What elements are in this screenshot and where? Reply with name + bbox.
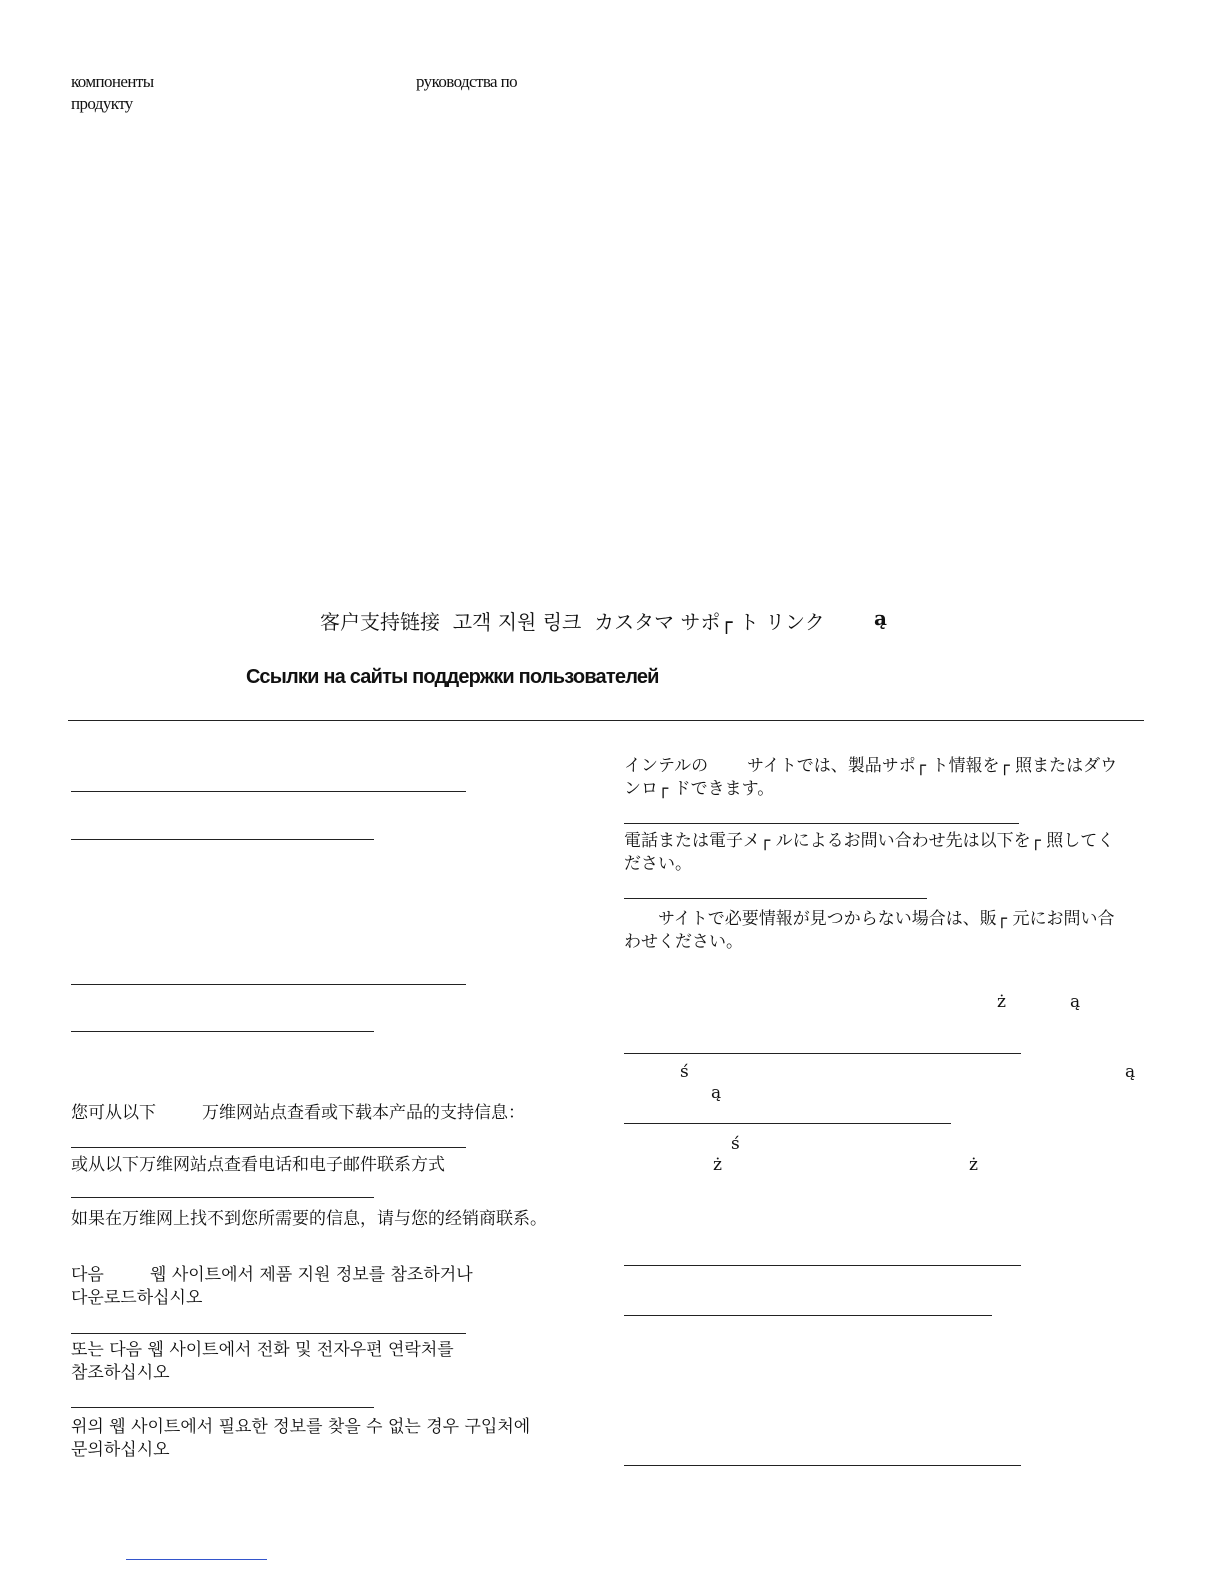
link-line[interactable] <box>624 898 927 899</box>
link-line[interactable] <box>624 823 1019 824</box>
title-russian: Ссылки на сайты поддержки пользователей <box>246 666 659 688</box>
link-line[interactable] <box>71 839 374 840</box>
pl-char: ą <box>1125 1062 1136 1082</box>
link-line[interactable] <box>624 1265 1021 1266</box>
pl-char: ś <box>731 1134 740 1154</box>
footer-link[interactable] <box>126 1559 267 1560</box>
ja-para-1-line1: サイトでは、製品サポ┌ ト情報を┌ 照またはダウ <box>747 756 1118 776</box>
link-line[interactable] <box>624 1053 1021 1054</box>
pl-char: ż <box>713 1155 722 1175</box>
header-center: руководства по <box>416 72 518 91</box>
link-line[interactable] <box>71 1147 466 1148</box>
link-line[interactable] <box>71 1031 374 1032</box>
pl-char: ą <box>711 1083 722 1103</box>
link-line[interactable] <box>624 1315 992 1316</box>
zh-para-3: 如果在万维网上找不到您所需要的信息，请与您的经销商联系。 <box>71 1209 547 1229</box>
ko-para-1-prefix: 다음 <box>71 1265 104 1285</box>
link-line[interactable] <box>71 984 466 985</box>
ko-para-3-line1: 위의 웹 사이트에서 필요한 정보를 찾을 수 없는 경우 구입처에 <box>71 1417 531 1437</box>
ja-para-3-line2: わせください。 <box>624 932 743 952</box>
ja-para-1-line2: ンロ┌ ドできます。 <box>624 779 775 799</box>
ko-para-2-line2: 참조하십시오 <box>71 1363 170 1383</box>
ko-para-3-line2: 문의하십시오 <box>71 1440 170 1460</box>
pl-char: ą <box>1070 992 1081 1012</box>
ko-para-2-line1: 또는 다음 웹 사이트에서 전화 및 전자우편 연락처를 <box>71 1340 454 1360</box>
link-line[interactable] <box>624 1123 951 1124</box>
pl-char: ż <box>997 992 1006 1012</box>
ko-para-1-line2: 다운로드하십시오 <box>71 1288 203 1308</box>
ko-para-1-line1: 웹 사이트에서 제품 지원 정보를 참조하거나 <box>150 1265 473 1285</box>
header-left <box>71 71 154 115</box>
zh-para-1-prefix: 您可从以下 <box>71 1103 156 1123</box>
link-line[interactable] <box>71 791 466 792</box>
title-divider <box>68 720 1144 721</box>
title-accent: ą <box>874 606 887 630</box>
header-left-line2: продукту <box>71 94 133 113</box>
pl-char: ż <box>969 1155 978 1175</box>
header-left-line1: компоненты <box>71 72 154 91</box>
zh-para-2: 或从以下万维网站点查看电话和电子邮件联系方式 <box>71 1155 445 1175</box>
title-cjk: 客户支持链接 고객 지원 링크 カスタマ サポ┌ ト リンク <box>320 610 825 634</box>
link-line[interactable] <box>624 1465 1021 1466</box>
link-line[interactable] <box>71 1197 374 1198</box>
ja-para-1-prefix: インテルの <box>624 756 709 776</box>
pl-char: ś <box>680 1062 689 1082</box>
ja-para-2-line1: 電話または電子メ┌ ルによるお問い合わせ先は以下を┌ 照してく <box>624 831 1115 851</box>
ja-para-2-line2: ださい。 <box>624 854 692 874</box>
link-line[interactable] <box>71 1407 374 1408</box>
link-line[interactable] <box>71 1333 466 1334</box>
ja-para-3-line1: サイトで必要情報が見つからない場合は、販┌ 元にお問い合 <box>658 909 1115 929</box>
zh-para-1-suffix: 万维网站点查看或下载本产品的支持信息： <box>202 1103 525 1123</box>
